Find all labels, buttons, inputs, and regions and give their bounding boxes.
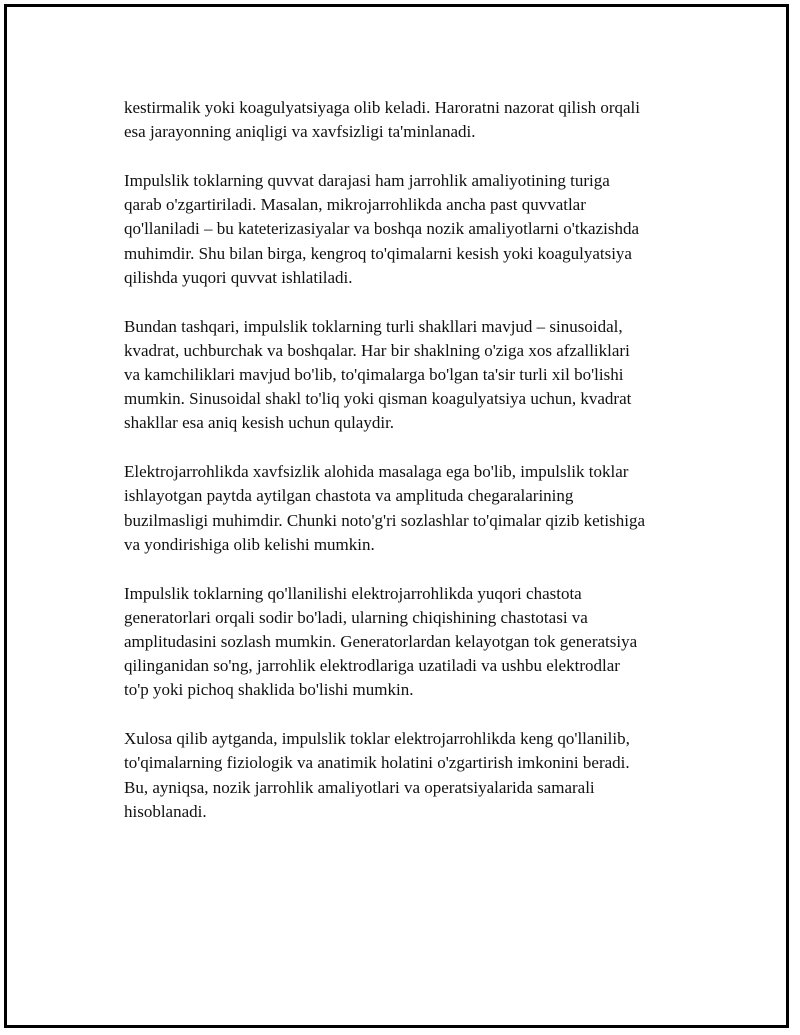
paragraph: Xulosa qilib aytganda, impulslik toklar elektrojarrohlikda keng qo'llanilib, to'qimalarning fiziologik va anatimik holatini o'zgartirish imkonini beradi. Bu, ayniqsa, nozik jarrohlik amaliyotlari va operatsiyalarida samarali hisoblanadi. bbox=[124, 729, 630, 821]
page-frame bbox=[4, 4, 789, 1028]
paragraph: Impulslik toklarning qo'llanilishi elektrojarrohlikda yuqori chastota generatorlari orqali sodir bo'ladi, ularning chiqishining chastotasi va amplitudasini sozlash mumkin. Generatorlardan kelayotgan tok generatsiya qilinganidan so'ng, jarrohlik elektrodlariga uzatiladi va ushbu elektrodlar to'p yoki pichoq shaklida bo'lishi mumkin. bbox=[124, 583, 638, 700]
paragraph: kestirmalik yoki koagulyatsiyaga olib keladi. Haroratni nazorat qilish orqali esa jarayonning aniqligi va xavfsizligi ta'minlanadi. bbox=[124, 98, 641, 142]
paragraph: Elektrojarrohlikda xavfsizlik alohida masalaga ega bo'lib, impulslik toklar ishlayotgan paytda aytilgan chastota va amplituda chegaralarining buzilmasligi muhimdir. Chunki noto'g'ri sozlashlar to'qimalar qizib ketishiga va yondirishiga olib kelishi mumkin. bbox=[124, 462, 646, 554]
document-body bbox=[124, 96, 714, 849]
paragraph: Impulslik toklarning quvvat darajasi ham jarrohlik amaliyotining turiga qarab o'zgartiriladi. Masalan, mikrojarrohlikda ancha past quvvatlar qo'llaniladi – bu kateterizasiyalar va boshqa nozik amaliyotlarni o'tkazishda muhimdir. Shu bilan birga, kengroq to'qimalarni kesish yoki koagulyatsiya qilishda yuqori quvvat ishlatiladi. bbox=[124, 171, 640, 287]
paragraph: Bundan tashqari, impulslik toklarning turli shakllari mavjud – sinusoidal, kvadrat, uchburchak va boshqalar. Har bir shaklning o'ziga xos afzalliklari va kamchiliklari mavjud bo'lib, to'qimalarga bo'lgan ta'sir turli xil bo'lishi mumkin. Sinusoidal shakl to'liq yoki qisman koagulyatsiya uchun, kvadrat shakllar esa aniq kesish uchun qulaydir. bbox=[124, 316, 632, 433]
